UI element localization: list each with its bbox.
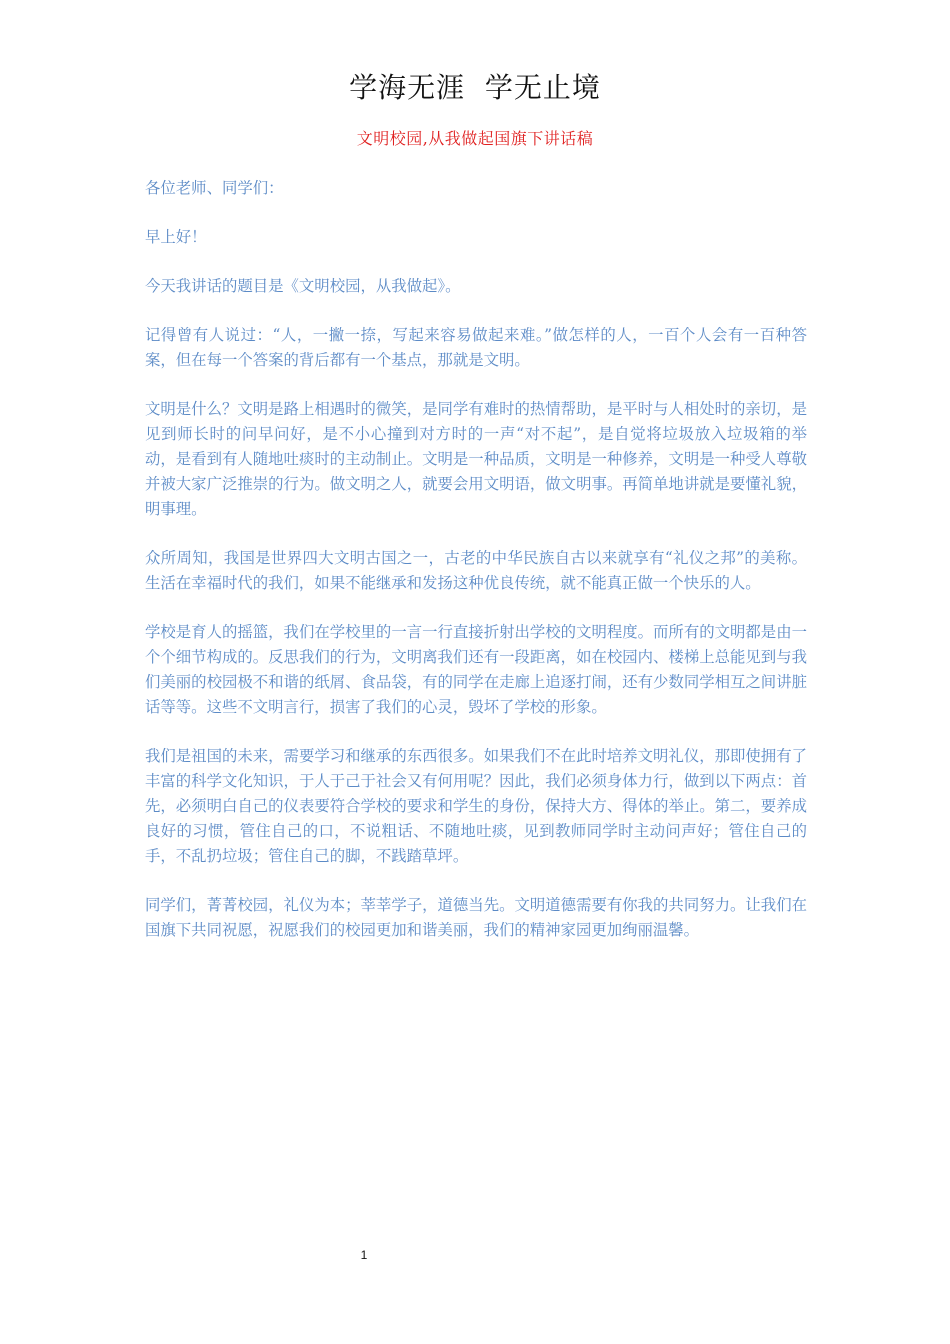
body-paragraph: 今天我讲话的题目是《文明校园，从我做起》。 [145,277,461,295]
body-paragraph: 记得曾有人说过：“人，一撇一捺，写起来容易做起来难。”做怎样的人，一百个人会有一百种答案，但在每一个答案的背后都有一个基点，那就是文明。 [145,326,807,369]
closing-paragraph: 同学们，菁菁校园，礼仪为本；莘莘学子，道德当先。文明道德需要有你我的共同努力。让我们在国旗下共同祝愿，祝愿我们的校园更加和谐美丽，我们的精神家园更加绚丽温馨。 [145,896,807,939]
document-title: 文明校园,从我做起国旗下讲话稿 [356,129,594,148]
body-paragraph: 我们是祖国的未来，需要学习和继承的东西很多。如果我们不在此时培养文明礼仪，那即使拥有了丰富的科学文化知识，于人于己于社会又有何用呢？因此，我们必须身体力行，做到以下两点：首先，必须明白自己的仪表要符合学校的要求和学生的身份，保持大方、得体的举止。第二，要养成良好的习惯，管住自己的口，不说粗话、不随地吐痰，见到教师同学时主动问声好；管住自己的手，不乱扔垃圾；管住自己的脚，不践踏草坪。 [145,747,807,865]
greeting: 早上好！ [145,228,207,246]
body-paragraph: 学校是育人的摇篮，我们在学校里的一言一行直接折射出学校的文明程度。而所有的文明都是由一个个细节构成的。反思我们的行为，文明离我们还有一段距离，如在校园内、楼梯上总能见到与我们美丽的校园极不和谐的纸屑、食品袋，有的同学在走廊上追逐打闹，还有少数同学相互之间讲脏话等等。这些不文明言行，损害了我们的心灵，毁坏了学校的形象。 [145,623,807,716]
page-header: 学海无涯 学无止境 [349,71,601,104]
salutation: 各位老师、同学们： [145,179,284,197]
document-body [145,176,807,967]
body-paragraph: 文明是什么？文明是路上相遇时的微笑，是同学有难时的热情帮助，是平时与人相处时的亲切，是见到师长时的问早问好，是不小心撞到对方时的一声“对不起”，是自觉将垃圾放入垃圾箱的举动，是看到有人随地吐痰时的主动制止。文明是一种品质，文明是一种修养，文明是一种受人尊敬并被大家广泛推崇的行为。做文明之人，就要会用文明语，做文明事。再简单地讲就是要懂礼貌，明事理。 [145,400,807,518]
page-number: 1 [360,1248,368,1262]
body-paragraph: 众所周知，我国是世界四大文明古国之一，古老的中华民族自古以来就享有“礼仪之邦”的美称。生活在幸福时代的我们，如果不能继承和发扬这种优良传统，就不能真正做一个快乐的人。 [145,549,807,592]
